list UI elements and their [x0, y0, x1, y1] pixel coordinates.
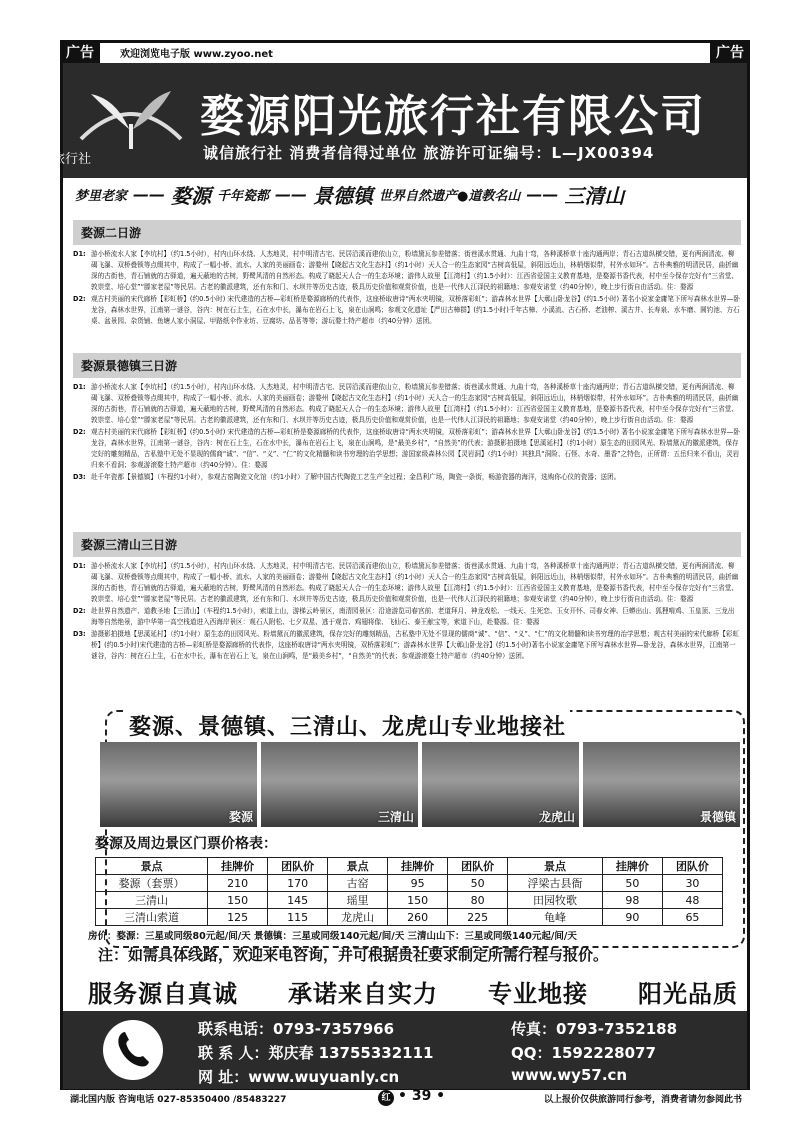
day-row — [73, 606, 741, 628]
day-text: 游小桥流水人家【李坑村】（约1.5小时），村内山环水绕、人杰地灵，村中明清古宅、民居沿溪而建依山立，粉墙黛瓦参差错落；街巷溪水贯通、九曲十弯，各种溪桥草十座沟通两岸；青石古道纵横交错，更有两涧清流、柳碣飞瀑、双桥叠锁等点缀其中，构成了一幅小桥、流水、人家的美丽画卷；游婺州【晓起古文化生态村】（约1小时）天人合一的生态家园“古树高低屋，斜阳远近山，林梢烟似带，村外水如环”。古朴典雅的明清民居，曲折幽深的古街巷，青石铺就的古驿道，遍天蔽地的古树，野鹭风清的自然形态。构成了晓起天人合一的生态环境；游伟人故里【江湾村】（约1.5小时）：江西省爱国主义教育基地，是婺源书香代表，村中至今保存完好有“三省堂、敦崇堂、培心堂”“滕家老屋”等民居。古老的徽派建筑，还有东和门、水坝井等历史古迹，极具历史价值和观赏价值，也是一代伟人江泽民的祖籍地；参观安诺堂（约40分钟），晚上步行街自由活动。住：婺源 — [91, 250, 739, 291]
section-title: 婺源三清山三日游 — [73, 532, 741, 557]
table-cell: 瑶里 — [328, 892, 388, 909]
logo-name: 阳光旅行社 — [26, 152, 92, 167]
table-cell: 115 — [268, 909, 328, 926]
day-text: 游小桥流水人家【李坑村】（约1.5小时），村内山环水绕、人杰地灵，村中明清古宅、民居沿溪而建依山立，粉墙黛瓦参差错落；街巷溪水贯通、九曲十弯，各种溪桥草十座沟通两岸；青石古道纵横交错，更有两涧清流、柳碣飞瀑、双桥叠锁等点缀其中，构成了一幅小桥、流水、人家的美丽画卷；游婺州【晓起古文化生态村】（约1小时）天人合一的生态家园“古树高低屋，斜阳远近山，林梢烟似带，村外水如环”。古朴典雅的明清民居，曲折幽深的古街巷，青石铺就的古驿道，遍天蔽地的古树，野鹭风清的自然形态。构成了晓起天人合一的生态环境；游伟人故里【江湾村】（约1.5小时）：江西省爱国主义教育基地，是婺源书香代表，村中至今保存完好有“三省堂、敦崇堂、培心堂”“滕家老屋”等民居。古老的徽派建筑，还有东和门、水坝井等历史古迹，极具历史价值和观赏价值，也是一代伟人江泽民的祖籍地；参观安诺堂（约40分钟），晚上步行街自由活动。住：婺源 — [91, 562, 739, 603]
table-cell: 婺源（套票） — [96, 875, 208, 892]
tel-label: 联系电话： — [198, 1020, 274, 1038]
table-cell: 龟峰 — [508, 909, 603, 926]
welcome-text[interactable]: 欢迎浏览电子版 www.zyoo.net — [120, 49, 273, 60]
tour-section — [73, 220, 741, 328]
slogan-part: 梦里老家 — [75, 188, 128, 204]
local-agency-title: 婺源、景德镇、三清山、龙虎山专业地接社 — [125, 710, 570, 741]
table-cell: 田园牧歌 — [508, 892, 603, 909]
column-header: 团队价 — [268, 858, 328, 875]
day-text: 观古村美丽的宋代廊桥【彩虹桥】(约0.5小时) 宋代建造的古桥—彩虹桥是婺源廊桥的代表作，这座桥取唐诗“两水夹明镜，双桥落彩虹”；游森林水世界【大鄣山卧龙谷】(约1.5小时) 著名小说家金庸笔下所写森林水世界—卧龙谷，森林水世界，江南第一谜谷，谷内：树在石上生，石在水中长，瀑布在岩石上飞，泉在山涧鸣；参观文化遗址【严田古樟群】(约1.5小时)千年古樟、小溪流、古石桥、老油榨、溪古井、长寿泉、水车磨、圆钓池、方石桌、盆景园、杂货铺、鱼塘人家小洞屋、甲路纸伞作业坊、豆腐坊、品茗等等；游玩婺土特产超市（约40分钟）送团。 — [91, 295, 740, 325]
table-header-row — [96, 858, 723, 875]
contact-bar — [63, 1011, 747, 1089]
column-header: 团队价 — [448, 858, 508, 875]
day-text: 赴千年瓷都【景德镇】（车程约1小时），参观古窑陶瓷文化馆（约1小时）了解中国古代陶瓷工艺生产全过程；金昌利广场，陶瓷一条街，畅游瓷器的海洋，选购你心仪的瓷器；送团。 — [91, 473, 621, 481]
tel-row — [198, 1018, 394, 1039]
dash-divider: —— — [526, 184, 559, 204]
slogan-part: 千年瓷都 — [217, 188, 270, 204]
table-cell: 三清山 — [96, 892, 208, 909]
day-text: 赴世界自然遗产、道教圣地【三清山】（车程约1.5小时），索道上山，游梯云岭景区，南清园景区：沿途游览司春宫前、老道拜月、神龙戏松、一线天、生死恋、玉女开怀、司春女神、巨蟒出山、狐狸啃鸡、玉皇顶、三龙出海等自然绝景，游中华第一高空栈道进入西海岸景区：观石人附松、七夕双星、逃于观音、鸡翅将像、飞仙石、泰王献宝等，索道下山，赴婺源。住：婺源 — [91, 607, 735, 626]
dash-divider: —— — [133, 184, 166, 204]
person-row — [198, 1042, 433, 1063]
ad-label-right: 广告 — [710, 40, 750, 64]
table-cell: 150 — [388, 892, 448, 909]
website-link-2[interactable]: www.wy57.cn — [511, 1066, 628, 1084]
table-cell: 90 — [602, 909, 662, 926]
table-cell: 150 — [208, 892, 268, 909]
section-title: 婺源景德镇三日游 — [73, 353, 741, 378]
hotel-prices: 房价：婺源：三星或同级80元起/间/天 景德镇：三星或同级140元起/间/天 三清山山下：三星或同级140元起/间/天 — [88, 931, 577, 942]
column-header: 团队价 — [662, 858, 722, 875]
tour-section — [73, 353, 741, 484]
day-row — [73, 427, 741, 471]
ad-label-left: 广告 — [60, 40, 100, 64]
table-cell: 125 — [208, 909, 268, 926]
table-cell: 80 — [448, 892, 508, 909]
page-badge: 红 — [378, 1090, 394, 1106]
column-header: 挂牌价 — [208, 858, 268, 875]
column-header: 挂牌价 — [388, 858, 448, 875]
section-title: 婺源二日游 — [73, 220, 741, 245]
day-label: D1: — [73, 383, 86, 391]
column-header: 挂牌价 — [602, 858, 662, 875]
slogan-bar — [75, 180, 745, 208]
slogan-part: 景德镇 — [313, 183, 374, 208]
table-cell: 30 — [662, 875, 722, 892]
day-text: 游摄影拍摄地【思溪延村】（约1小时）原生态的田园风光、粉墙黛瓦的徽派建筑，保存完好的雕刻精品，古私塾中无处不显现的儒商“诚”、“信”、“义”、“仁”的文化精髓和读书穷理的治学思想；观古村美丽的宋代廊桥【彩虹桥】(约0.5小时)宋代建造的古桥—彩虹桥是婺源廊桥的代表作，这座桥取唐诗“两水夹明镜，双桥落彩虹”；游森林水世界【大鄣山卧龙谷】(约1.5小时)著名小说家金庸笔下所写森林水世界—卧龙谷，森林水世界，江南第一谜谷，谷内：树在石上生，石在水中长，瀑布在岩石上飞，泉在山涧鸣，是“最美乡村”，“自然美”的代表；参观游滚婺土特产超市（约40分钟）送团。 — [91, 630, 740, 660]
table-row — [96, 875, 723, 892]
table-row — [96, 892, 723, 909]
photo-sanqingshan — [261, 742, 418, 827]
table-cell: 50 — [602, 875, 662, 892]
web-row — [198, 1066, 399, 1087]
photo-wuyuan — [100, 742, 257, 827]
page-number-text: • 39 • — [398, 1088, 446, 1104]
day-label: D3: — [73, 630, 86, 638]
table-cell: 145 — [268, 892, 328, 909]
slogan-part: 婺源 — [171, 183, 212, 208]
footer-right: 以上报价仅供旅游同行参考，消费者请勿参阅此书 — [543, 1095, 742, 1105]
page-number — [378, 1088, 445, 1106]
dash-divider: —— — [275, 184, 308, 204]
table-cell: 古窑 — [328, 875, 388, 892]
photo-jingdezhen — [583, 742, 740, 827]
day-row — [73, 249, 741, 293]
table-cell: 65 — [662, 909, 722, 926]
website-link[interactable]: www.wuyuanly.cn — [248, 1068, 400, 1086]
table-cell: 浮梁古县衙 — [508, 875, 603, 892]
notice-text: 注：如需具体线路，欢迎来电咨询，并可根据贵社要求制定所需行程与报价。 — [98, 946, 609, 964]
service-slogans — [88, 974, 738, 1009]
fax-row — [511, 1018, 677, 1039]
photo-label: 三清山 — [377, 810, 414, 824]
qq-number[interactable]: 1592228077 — [551, 1044, 656, 1062]
day-label: D2: — [73, 295, 86, 303]
table-row — [96, 909, 723, 926]
day-row — [73, 561, 741, 605]
day-row — [73, 382, 741, 426]
table-cell: 48 — [662, 892, 722, 909]
service-slogan: 承诺来自实力 — [288, 980, 438, 1008]
day-row — [73, 629, 741, 662]
day-row — [73, 472, 741, 483]
day-label: D2: — [73, 607, 86, 615]
company-name: 婺源阳光旅行社有限公司 — [200, 91, 706, 142]
photo-longhushan — [422, 742, 579, 827]
table-cell: 龙虎山 — [328, 909, 388, 926]
day-text: 游小桥流水人家【李坑村】（约1.5小时），村内山环水绕、人杰地灵，村中明清古宅、民居沿溪而建依山立，粉墙黛瓦参差错落；街巷溪水贯通、九曲十弯，各种溪桥草十座沟通两岸；青石古道纵横交错，更有两涧清流、柳碣飞瀑、双桥叠锁等点缀其中，构成了一幅小桥、流水、人家的美丽画卷；游婺州【晓起古文化生态村】（约1小时）天人合一的生态家园“古树高低屋，斜阳远近山，林梢烟似带，村外水如环”。古朴典雅的明清民居，曲折幽深的古街巷，青石铺就的古驿道，遍天蔽地的古树，野鹭风清的自然形态。构成了晓起天人合一的生态环境；游伟人故里【江湾村】（约1.5小时）：江西省爱国主义教育基地，是婺源书香代表，村中至今保存完好有“三省堂、敦崇堂、培心堂”“滕家老屋”等民居。古老的徽派建筑，还有东和门、水坝井等历史古迹，极具历史价值和观赏价值，也是一代伟人江泽民的祖籍地；参观安诺堂（约40分钟），晚上步行街自由活动。住：婺源 — [91, 383, 739, 424]
day-text: 观古村美丽的宋代廊桥【彩虹桥】(约0.5小时) 宋代建造的古桥—彩虹桥是婺源廊桥的代表作，这座桥取唐诗“两水夹明镜，双桥落彩虹”；游森林水世界【大鄣山卧龙谷】(约1.5小时) 著名小说家金庸笔下所写森林水世界—卧龙谷，森林水世界，江南第一谜谷，谷内：树在石上生，石在水中长，瀑布在岩石上飞，泉在山涧鸣，是“最美乡村”，“自然美”的代表；游摄影拍摄地【思溪延村】（约1小时）原生态的田园风光、粉墙黛瓦的徽派建筑，保存完好的雕刻精品，古私塾中无处不显现的儒商“诚”、“信”、“义”、“仁”的文化精髓和读书穷理的治学思想；游国家级森林公园【灵岩洞】（约1小时）其独具“洞险、石怪、水奇、墨香”之特色，正所谓：五岳归来不看山，灵岩归来不看洞；参观游滚婺土特产超市（约40分钟）。住：婺源 — [91, 428, 740, 469]
column-header: 景点 — [328, 858, 388, 875]
tel-number[interactable]: 0793-7357966 — [273, 1020, 395, 1038]
table-cell: 98 — [602, 892, 662, 909]
day-label: D1: — [73, 562, 86, 570]
fax-label: 传真： — [511, 1020, 557, 1038]
table-cell: 210 — [208, 875, 268, 892]
web-label: 网 址： — [198, 1068, 249, 1086]
column-header: 景点 — [508, 858, 603, 875]
table-cell: 260 — [388, 909, 448, 926]
person-label: 联 系 人： — [198, 1044, 269, 1062]
service-slogan: 阳光品质 — [638, 980, 738, 1008]
table-cell: 225 — [448, 909, 508, 926]
service-slogan: 服务源自真诚 — [88, 980, 238, 1008]
day-label: D3: — [73, 473, 86, 481]
web2-row — [511, 1066, 627, 1084]
ticket-title: 婺源及周边景区门票价格表： — [95, 836, 277, 852]
day-row — [73, 294, 741, 327]
slogan-part: 世界自然遗产●道教名山 — [379, 188, 521, 204]
photo-strip — [100, 742, 740, 827]
phone-icon — [103, 1020, 163, 1080]
service-slogan: 专业地接 — [488, 980, 588, 1008]
ticket-table — [95, 857, 723, 926]
photo-label: 婺源 — [228, 810, 253, 824]
photo-label: 景德镇 — [699, 810, 736, 824]
column-header: 景点 — [96, 858, 208, 875]
photo-label: 龙虎山 — [538, 810, 575, 824]
table-cell: 50 — [448, 875, 508, 892]
tour-section — [73, 532, 741, 663]
table-cell: 95 — [388, 875, 448, 892]
slogan-part: 三清山 — [564, 183, 625, 208]
table-cell: 三清山索道 — [96, 909, 208, 926]
qq-row — [511, 1042, 656, 1063]
table-cell: 170 — [268, 875, 328, 892]
qq-label: QQ： — [511, 1044, 552, 1062]
fax-number[interactable]: 0793-7352188 — [556, 1020, 678, 1038]
footer-left: 湖北国内版 咨询电话 027-85350400 /85483227 — [70, 1095, 287, 1105]
person-value[interactable]: 郑庆春 13755332111 — [268, 1044, 434, 1062]
company-subtitle: 诚信旅行社 消费者信得过单位 旅游许可证编号：L—JX00394 — [203, 144, 655, 162]
day-label: D1: — [73, 250, 86, 258]
day-label: D2: — [73, 428, 86, 436]
